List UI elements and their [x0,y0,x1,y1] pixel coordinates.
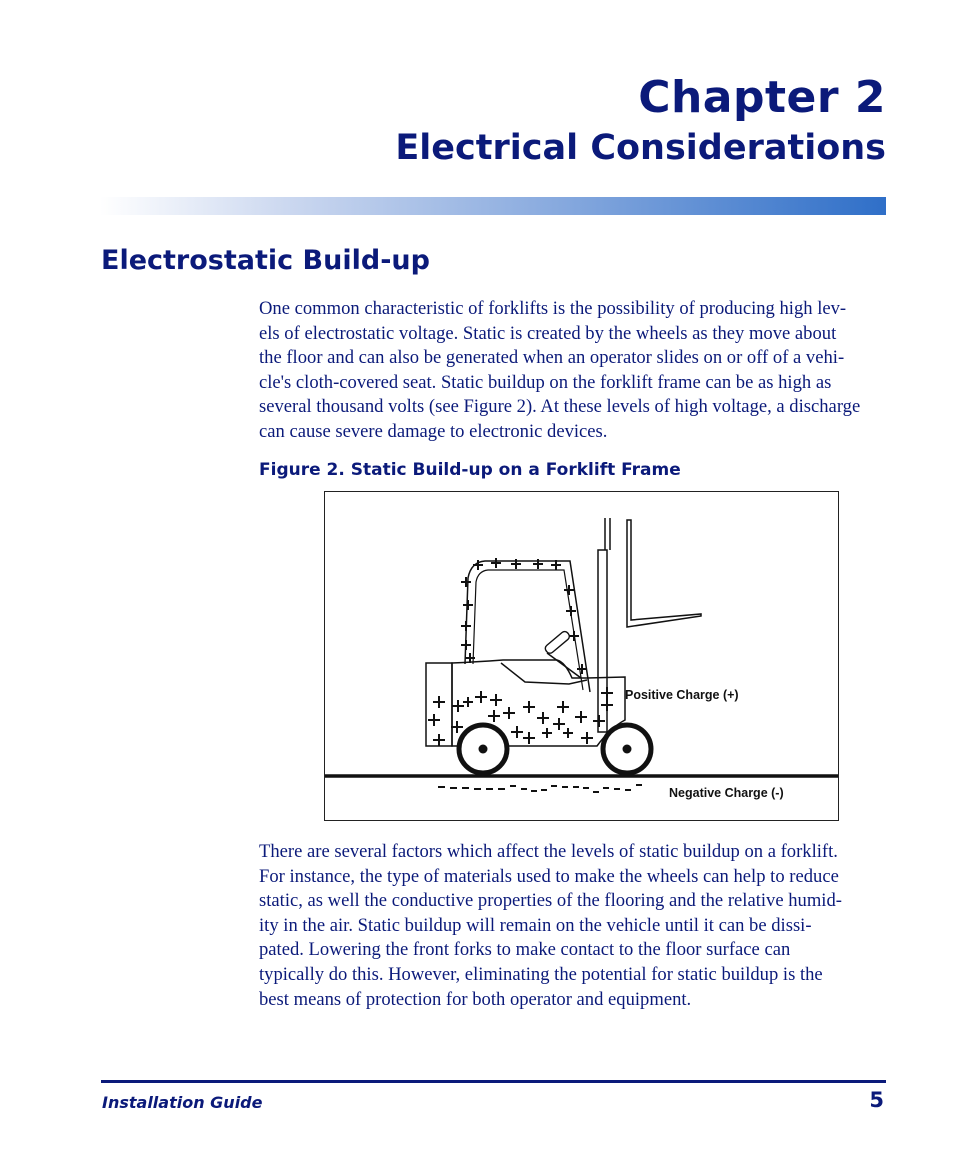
forklift-figure [324,491,839,821]
negative-charges [438,785,642,792]
page-number: 5 [869,1088,884,1112]
steering-column [547,653,581,678]
chapter-title: Electrical Considerations [395,128,886,168]
front-wheel-hub [623,745,632,754]
paragraph-line: the floor and can also be generated when an operator slides on or off of a vehi- [259,347,845,369]
negative-charge-label: Negative Charge (-) [669,786,784,800]
forklift-illustration [325,492,838,820]
fork [627,520,701,627]
paragraph-line: can cause severe damage to electronic devices. [259,420,608,442]
header-gradient-bar [100,197,886,215]
paragraph-line: best means of protection for both operator and equipment. [259,988,692,1010]
section-title: Electrostatic Build-up [101,245,430,276]
chapter-number: Chapter 2 [638,72,886,123]
paragraph-line: For instance, the type of materials used to make the wheels can help to reduce [259,865,839,887]
factors-paragraph [259,840,889,1012]
rear-wheel-hub [479,745,488,754]
steering-wheel [544,630,571,655]
paragraph-line: There are several factors which affect the levels of static buildup on a forklift. [259,841,838,862]
footer-rule [101,1080,886,1083]
paragraph-line: One common characteristic of forklifts is the possibility of producing high lev- [259,298,847,319]
roll-cage-inner [473,570,583,690]
paragraph-line: pated. Lowering the front forks to make contact to the floor surface can [259,939,791,961]
figure-caption: Figure 2. Static Build-up on a Forklift Frame [259,460,681,480]
intro-paragraph [259,297,889,445]
paragraph-line: els of electrostatic voltage. Static is created by the wheels as they move about [259,322,837,344]
paragraph-line: typically do this. However, eliminating the potential for static buildup is the [259,963,823,985]
paragraph-line: several thousand volts (see Figure 2). At these levels of high voltage, a discharge [259,396,861,418]
paragraph-line: cle's cloth-covered seat. Static buildup on the forklift frame can be as high as [259,371,832,393]
paragraph-line: static, as well the conductive properties of the flooring and the relative humid- [259,890,842,912]
positive-charges [428,558,613,746]
roll-cage [465,561,590,692]
paragraph-line: ity in the air. Static buildup will remain on the vehicle until it can be dissi- [259,914,812,936]
footer-guide-name: Installation Guide [102,1093,263,1112]
positive-charge-label: Positive Charge (+) [625,688,739,702]
